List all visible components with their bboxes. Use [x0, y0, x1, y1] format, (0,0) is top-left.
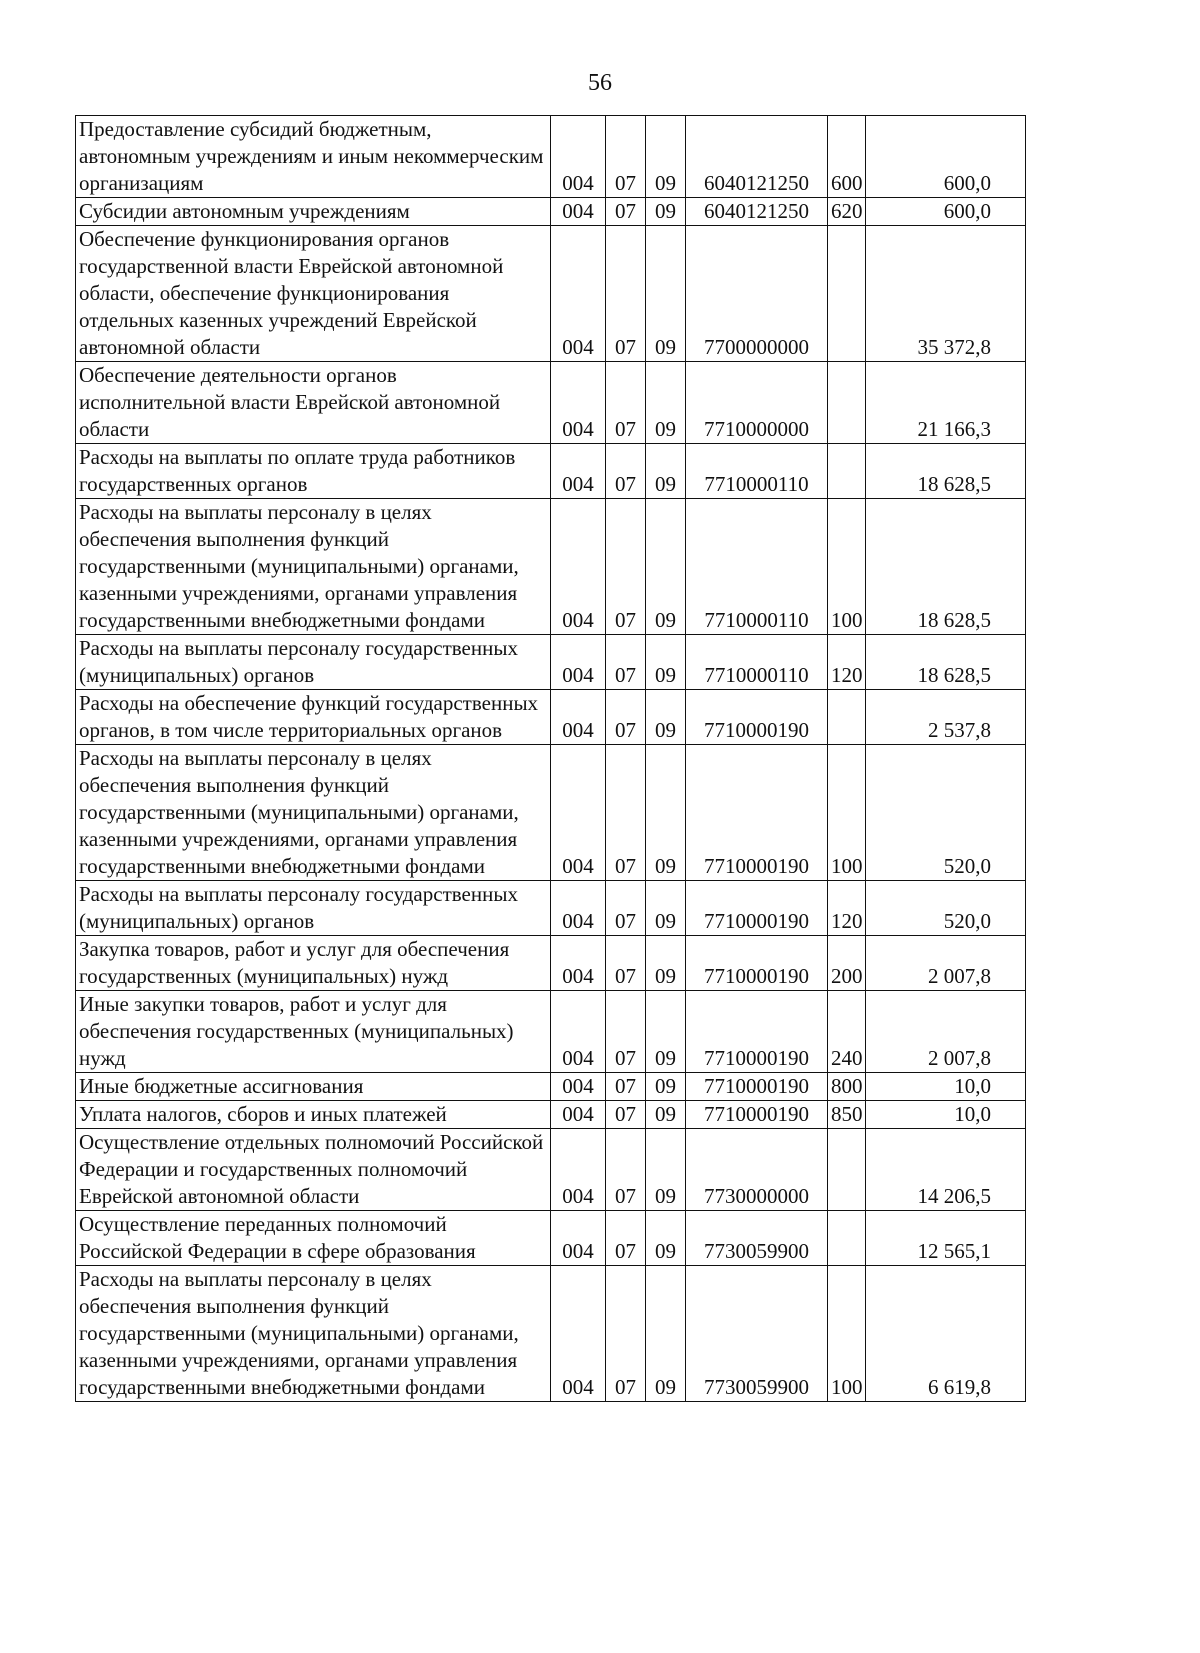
expense-type-code-cell [828, 362, 866, 444]
amount-cell: 10,0 [866, 1073, 1026, 1101]
expense-type-code-cell: 600 [828, 116, 866, 198]
target-article-code-cell: 7730059900 [686, 1211, 828, 1266]
table-row [76, 499, 1026, 635]
expense-type-code-cell: 120 [828, 635, 866, 690]
target-article-code-cell: 7710000110 [686, 444, 828, 499]
section-code-cell: 07 [606, 1129, 646, 1211]
table-row [76, 1073, 1026, 1101]
department-code-cell: 004 [551, 635, 606, 690]
section-code-cell: 07 [606, 499, 646, 635]
amount-cell: 520,0 [866, 745, 1026, 881]
expense-name-cell: Уплата налогов, сборов и иных платежей [76, 1101, 551, 1129]
expense-name-cell: Расходы на выплаты персоналу государственных (муниципальных) органов [76, 635, 551, 690]
department-code-cell: 004 [551, 690, 606, 745]
section-code-cell: 07 [606, 991, 646, 1073]
table-row [76, 936, 1026, 991]
amount-cell: 600,0 [866, 116, 1026, 198]
target-article-code-cell: 7710000190 [686, 991, 828, 1073]
table-row [76, 1211, 1026, 1266]
table-row [76, 226, 1026, 362]
expense-name-cell: Иные бюджетные ассигнования [76, 1073, 551, 1101]
subsection-code-cell: 09 [646, 745, 686, 881]
amount-cell: 18 628,5 [866, 444, 1026, 499]
subsection-code-cell: 09 [646, 635, 686, 690]
expense-type-code-cell: 100 [828, 499, 866, 635]
department-code-cell: 004 [551, 1073, 606, 1101]
target-article-code-cell: 6040121250 [686, 116, 828, 198]
page-number: 56 [588, 70, 612, 96]
amount-cell: 14 206,5 [866, 1129, 1026, 1211]
section-code-cell: 07 [606, 1211, 646, 1266]
section-code-cell: 07 [606, 936, 646, 991]
expense-name-cell: Расходы на выплаты по оплате труда работников государственных органов [76, 444, 551, 499]
table-row [76, 198, 1026, 226]
amount-cell: 2 007,8 [866, 991, 1026, 1073]
table-row [76, 1266, 1026, 1402]
expense-type-code-cell: 120 [828, 881, 866, 936]
section-code-cell: 07 [606, 690, 646, 745]
subsection-code-cell: 09 [646, 690, 686, 745]
expense-type-code-cell: 200 [828, 936, 866, 991]
expense-type-code-cell: 100 [828, 745, 866, 881]
subsection-code-cell: 09 [646, 1129, 686, 1211]
target-article-code-cell: 7700000000 [686, 226, 828, 362]
expense-name-cell: Осуществление переданных полномочий Российской Федерации в сфере образования [76, 1211, 551, 1266]
expense-name-cell: Расходы на выплаты персоналу в целях обеспечения выполнения функций государственными (муниципальными) органами, казенными учреждениями, органами управления государственными внебюджетными фондами [76, 499, 551, 635]
expense-type-code-cell: 800 [828, 1073, 866, 1101]
expense-name-cell: Иные закупки товаров, работ и услуг для обеспечения государственных (муниципальных) нужд [76, 991, 551, 1073]
expense-name-cell: Расходы на выплаты персоналу в целях обеспечения выполнения функций государственными (муниципальными) органами, казенными учреждениями, органами управления государственными внебюджетными фондами [76, 1266, 551, 1402]
table-row [76, 635, 1026, 690]
target-article-code-cell: 7730059900 [686, 1266, 828, 1402]
table-row [76, 991, 1026, 1073]
expense-name-cell: Расходы на обеспечение функций государственных органов, в том числе территориальных органов [76, 690, 551, 745]
target-article-code-cell: 7710000000 [686, 362, 828, 444]
department-code-cell: 004 [551, 745, 606, 881]
subsection-code-cell: 09 [646, 198, 686, 226]
target-article-code-cell: 7710000110 [686, 499, 828, 635]
expense-type-code-cell [828, 1129, 866, 1211]
expense-name-cell: Расходы на выплаты персоналу в целях обеспечения выполнения функций государственными (муниципальными) органами, казенными учреждениями, органами управления государственными внебюджетными фондами [76, 745, 551, 881]
expense-type-code-cell [828, 690, 866, 745]
expense-type-code-cell: 620 [828, 198, 866, 226]
subsection-code-cell: 09 [646, 499, 686, 635]
amount-cell: 10,0 [866, 1101, 1026, 1129]
table-row [76, 881, 1026, 936]
table-row [76, 1101, 1026, 1129]
expense-type-code-cell: 850 [828, 1101, 866, 1129]
section-code-cell: 07 [606, 444, 646, 499]
amount-cell: 2 537,8 [866, 690, 1026, 745]
subsection-code-cell: 09 [646, 1211, 686, 1266]
target-article-code-cell: 7710000190 [686, 745, 828, 881]
department-code-cell: 004 [551, 1211, 606, 1266]
section-code-cell: 07 [606, 198, 646, 226]
expense-type-code-cell: 240 [828, 991, 866, 1073]
expense-type-code-cell: 100 [828, 1266, 866, 1402]
subsection-code-cell: 09 [646, 1073, 686, 1101]
subsection-code-cell: 09 [646, 226, 686, 362]
target-article-code-cell: 7710000190 [686, 936, 828, 991]
table-row [76, 444, 1026, 499]
department-code-cell: 004 [551, 1129, 606, 1211]
table-row [76, 362, 1026, 444]
section-code-cell: 07 [606, 635, 646, 690]
target-article-code-cell: 7710000190 [686, 881, 828, 936]
table-row [76, 116, 1026, 198]
subsection-code-cell: 09 [646, 1101, 686, 1129]
expense-type-code-cell [828, 1211, 866, 1266]
department-code-cell: 004 [551, 1266, 606, 1402]
amount-cell: 600,0 [866, 198, 1026, 226]
section-code-cell: 07 [606, 881, 646, 936]
expense-name-cell: Осуществление отдельных полномочий Российской Федерации и государственных полномочий Еврейской автономной области [76, 1129, 551, 1211]
table-body [76, 116, 1026, 1402]
department-code-cell: 004 [551, 991, 606, 1073]
amount-cell: 12 565,1 [866, 1211, 1026, 1266]
expense-name-cell: Обеспечение деятельности органов исполнительной власти Еврейской автономной области [76, 362, 551, 444]
target-article-code-cell: 7730000000 [686, 1129, 828, 1211]
subsection-code-cell: 09 [646, 881, 686, 936]
department-code-cell: 004 [551, 936, 606, 991]
subsection-code-cell: 09 [646, 1266, 686, 1402]
amount-cell: 21 166,3 [866, 362, 1026, 444]
budget-table [75, 115, 1026, 1402]
target-article-code-cell: 7710000110 [686, 635, 828, 690]
section-code-cell: 07 [606, 226, 646, 362]
target-article-code-cell: 7710000190 [686, 1101, 828, 1129]
department-code-cell: 004 [551, 499, 606, 635]
amount-cell: 18 628,5 [866, 499, 1026, 635]
department-code-cell: 004 [551, 444, 606, 499]
amount-cell: 35 372,8 [866, 226, 1026, 362]
subsection-code-cell: 09 [646, 991, 686, 1073]
section-code-cell: 07 [606, 362, 646, 444]
table-row [76, 745, 1026, 881]
subsection-code-cell: 09 [646, 362, 686, 444]
subsection-code-cell: 09 [646, 936, 686, 991]
amount-cell: 6 619,8 [866, 1266, 1026, 1402]
expense-name-cell: Расходы на выплаты персоналу государственных (муниципальных) органов [76, 881, 551, 936]
section-code-cell: 07 [606, 1266, 646, 1402]
table-row [76, 1129, 1026, 1211]
department-code-cell: 004 [551, 362, 606, 444]
amount-cell: 18 628,5 [866, 635, 1026, 690]
department-code-cell: 004 [551, 881, 606, 936]
table-row [76, 690, 1026, 745]
subsection-code-cell: 09 [646, 444, 686, 499]
target-article-code-cell: 6040121250 [686, 198, 828, 226]
department-code-cell: 004 [551, 1101, 606, 1129]
department-code-cell: 004 [551, 226, 606, 362]
expense-name-cell: Обеспечение функционирования органов государственной власти Еврейской автономной области, обеспечение функционирования отдельных казенных учреждений Еврейской автономной области [76, 226, 551, 362]
department-code-cell: 004 [551, 116, 606, 198]
section-code-cell: 07 [606, 1101, 646, 1129]
expense-name-cell: Закупка товаров, работ и услуг для обеспечения государственных (муниципальных) нужд [76, 936, 551, 991]
amount-cell: 2 007,8 [866, 936, 1026, 991]
target-article-code-cell: 7710000190 [686, 690, 828, 745]
expense-name-cell: Субсидии автономным учреждениям [76, 198, 551, 226]
subsection-code-cell: 09 [646, 116, 686, 198]
amount-cell: 520,0 [866, 881, 1026, 936]
section-code-cell: 07 [606, 745, 646, 881]
expense-type-code-cell [828, 226, 866, 362]
target-article-code-cell: 7710000190 [686, 1073, 828, 1101]
section-code-cell: 07 [606, 116, 646, 198]
department-code-cell: 004 [551, 198, 606, 226]
expense-type-code-cell [828, 444, 866, 499]
expense-name-cell: Предоставление субсидий бюджетным, автономным учреждениям и иным некоммерческим организациям [76, 116, 551, 198]
section-code-cell: 07 [606, 1073, 646, 1101]
